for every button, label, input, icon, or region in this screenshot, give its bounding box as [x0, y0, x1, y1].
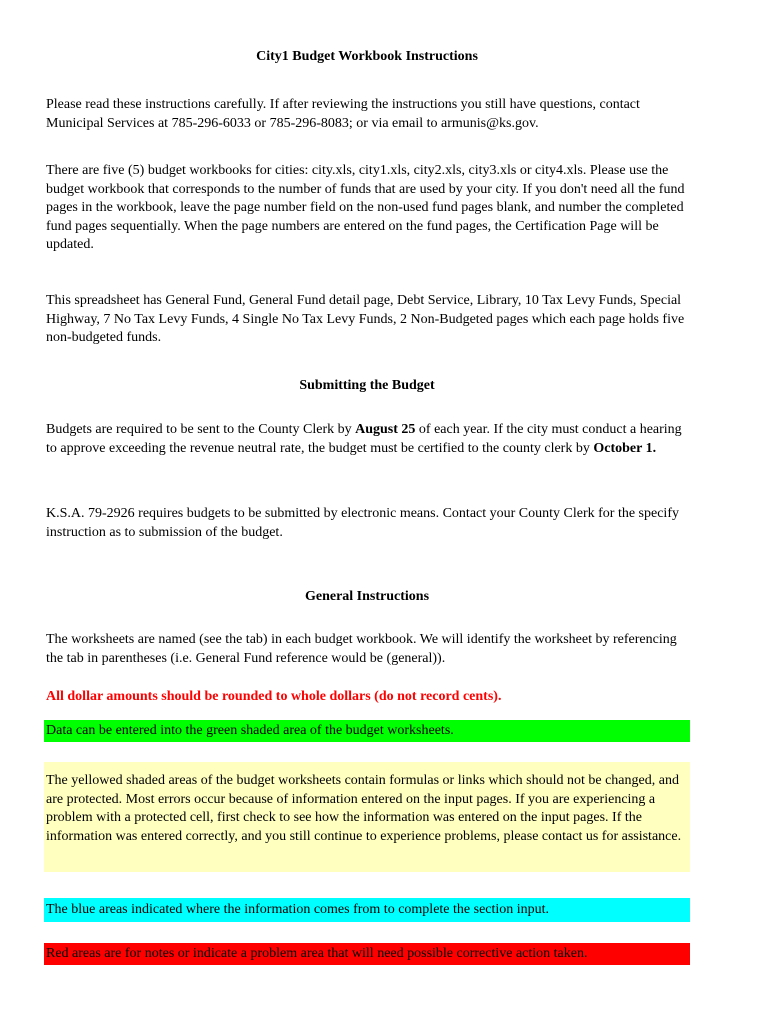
- deadline-date-october: October 1.: [593, 440, 657, 456]
- workbooks-paragraph: There are five (5) budget workbooks for cities: city.xls, city1.xls, city2.xls, city3.xls or city4.xls. Please use the budget workbook that corresponds to the number of funds that are used by your city. If you don't need all the fund pages in the workbook, leave the page number field on the non-used fund pages blank, and number the completed fund pages sequentially. When the page numbers are entered on the fund pages, the Certification Page will be updated.: [46, 163, 685, 252]
- green-area-note: Data can be entered into the green shaded area of the budget worksheets.: [44, 720, 690, 742]
- worksheets-paragraph: The worksheets are named (see the tab) in each budget workbook. We will identify the worksheet by referencing the tab in parentheses (i.e. General Fund reference would be (general)).: [46, 632, 677, 666]
- spreadsheet-paragraph: This spreadsheet has General Fund, General Fund detail page, Debt Service, Library, 10 Tax Levy Funds, Special Highway, 7 No Tax Levy Funds, 4 Single No Tax Levy Funds, 2 Non-Budgeted pages which each page holds five non-budgeted funds.: [46, 293, 685, 345]
- deadline-text-a: Budgets are required to be sent to the County Clerk by: [46, 422, 356, 437]
- deadline-text-b: of each year. If the city must conduct a hearing to approve exceeding the revenue neutral rate, the budget must be certified to the county clerk by: [46, 422, 682, 456]
- rounding-notice: All dollar amounts should be rounded to whole dollars (do not record cents).: [46, 689, 502, 704]
- page-title: City1 Budget Workbook Instructions: [256, 49, 478, 64]
- submitting-heading: Submitting the Budget: [299, 378, 435, 393]
- deadline-paragraph: [46, 421, 691, 458]
- red-area-note: Red areas are for notes or indicate a problem area that will need possible corrective action taken.: [44, 943, 690, 965]
- deadline-date-august: August 25: [355, 422, 416, 437]
- intro-paragraph: Please read these instructions carefully. If after reviewing the instructions you still have questions, contact Municipal Services at 785-296-6033 or 785-296-8083; or via email to armunis@ks.gov.: [46, 97, 640, 131]
- yellow-area-note: The yellowed shaded areas of the budget worksheets contain formulas or links which should not be changed, and are protected. Most errors occur because of information entered on the input pages. If you are experiencing a problem with a protected cell, first check to see how the information was entered on the input pages. If the information was entered correctly, and you still continue to experience problems, please contact us for assistance.: [44, 762, 690, 872]
- blue-area-note: The blue areas indicated where the information comes from to complete the section input.: [44, 898, 690, 922]
- general-heading: General Instructions: [304, 589, 430, 604]
- ksa-paragraph: K.S.A. 79-2926 requires budgets to be submitted by electronic means. Contact your County Clerk for the specify instruction as to submission of the budget.: [46, 506, 679, 540]
